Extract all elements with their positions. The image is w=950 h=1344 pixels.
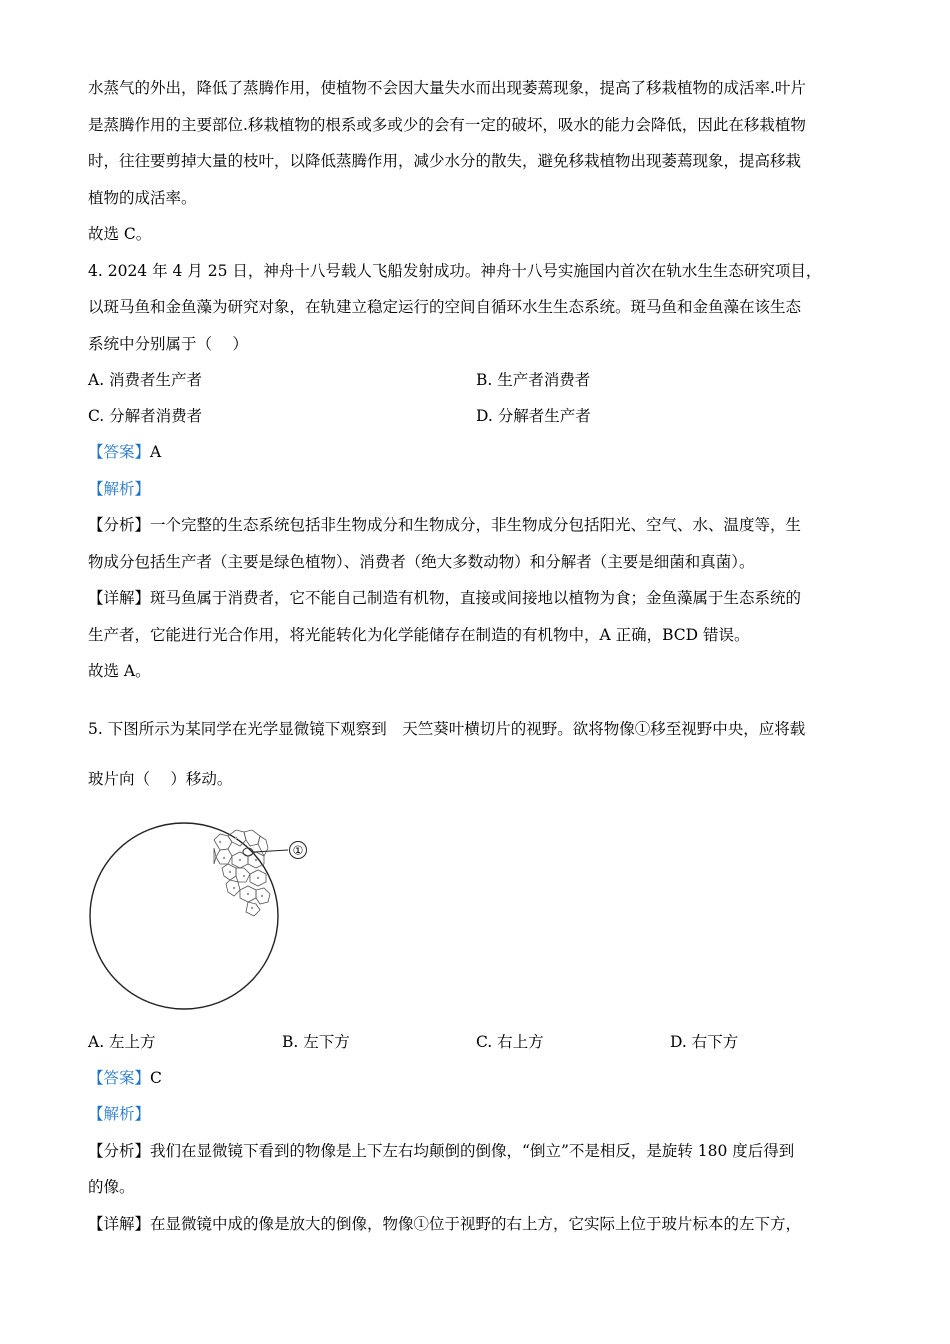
detail-tag: 【详解】 xyxy=(88,1214,151,1233)
question-4-answer xyxy=(88,434,863,471)
question-4-conclusion: 故选 A。 xyxy=(88,662,151,680)
option-a: A. 消费者生产者 xyxy=(88,371,203,389)
option-d: D. 分解者生产者 xyxy=(476,407,591,425)
question-4-fenxi xyxy=(88,507,863,580)
fenxi-tag: 【分析】 xyxy=(88,1141,151,1160)
answer-tag: 【答案】 xyxy=(88,443,151,461)
text-line: 时，往往要剪掉大量的枝叶，以降低蒸腾作用，减少水分的散失，避免移栽植物出现萎蔫现象，提高移栽 xyxy=(88,152,802,170)
figure-label-1: ① xyxy=(292,843,304,857)
question-4-stem xyxy=(88,253,863,363)
option-b: B. 生产者消费者 xyxy=(476,371,591,389)
text-line: 【详解】斑马鱼属于消费者，它不能自己制造有机物，直接或间接地以植物为食；金鱼藻属于生态系统的 xyxy=(88,589,802,607)
option-c: C. 分解者消费者 xyxy=(88,407,203,425)
microscope-field-figure xyxy=(88,812,863,1018)
option-a: A. 左上方 xyxy=(88,1032,156,1051)
question-5-answer xyxy=(88,1060,863,1097)
question-5-fenxi xyxy=(88,1133,863,1206)
question-5-options-row xyxy=(88,1024,863,1060)
field-of-view-circle xyxy=(90,823,278,1009)
question-4-options-row-2 xyxy=(88,398,863,434)
question-5-stem xyxy=(88,704,863,804)
analysis-tag: 【解析】 xyxy=(88,479,151,498)
question-5-analysis-heading xyxy=(88,1096,863,1133)
question-4-detail xyxy=(88,580,863,653)
text-line: 【分析】我们在显微镜下看到的物像是上下左右均颠倒的倒像，“倒立”不是相反，是旋转 180 度后得到 xyxy=(88,1141,795,1160)
text-line: 4. 2024 年 4 月 25 日，神舟十八号载人飞船发射成功。神舟十八号实施国内首次在轨水生生态研究项目， xyxy=(88,261,822,280)
text-line: 物成分包括生产者（主要是绿色植物）、消费者（绝大多数动物）和分解者（主要是细菌和真菌）。 xyxy=(88,552,755,571)
fenxi-tag: 【分析】 xyxy=(88,516,151,534)
text-line: 玻片向（ ）移动。 xyxy=(88,769,233,788)
option-c: C. 右上方 xyxy=(476,1032,544,1051)
answer-value: A xyxy=(150,443,162,461)
text-line: 以斑马鱼和金鱼藻为研究对象，在轨建立稳定运行的空间自循环水生生态系统。斑马鱼和金鱼藻在该生态 xyxy=(88,298,802,316)
answer-value: C xyxy=(150,1068,162,1087)
previous-explanation xyxy=(88,70,863,216)
text-line: 水蒸气的外出，降低了蒸腾作用，使植物不会因大量失水而出现萎蔫现象，提高了移栽植物的成活率.叶片 xyxy=(88,79,806,97)
previous-conclusion: 故选 C。 xyxy=(88,225,152,243)
question-4-options-row-1 xyxy=(88,362,863,398)
microscope-field-svg xyxy=(88,812,388,1018)
text-line: 【分析】一个完整的生态系统包括非生物成分和生物成分，非生物成分包括阳光、空气、水、温度等，生 xyxy=(88,516,802,534)
answer-tag: 【答案】 xyxy=(88,1068,151,1087)
text-line: 植物的成活率。 xyxy=(88,188,197,207)
text-line: 5. 下图所示为某同学在光学显微镜下观察到 天竺葵叶横切片的视野。欲将物像①移至视野中央，应将载 xyxy=(88,719,806,738)
text-line: 系统中分别属于（ ） xyxy=(88,334,248,353)
detail-tag: 【详解】 xyxy=(88,589,151,607)
text-line: 生产者，它能进行光合作用，将光能转化为化学能储存在制造的有机物中，A 正确，BCD 错误。 xyxy=(88,625,750,644)
question-4-analysis-heading xyxy=(88,471,863,508)
text-line: 的像。 xyxy=(88,1178,135,1196)
analysis-tag: 【解析】 xyxy=(88,1105,151,1123)
page-content xyxy=(88,70,863,1242)
option-d: D. 右下方 xyxy=(670,1032,739,1051)
text-line: 是蒸腾作用的主要部位.移栽植物的根系或多或少的会有一定的破坏，吸水的能力会降低，因此在移栽植物 xyxy=(88,115,806,134)
text-line: 【详解】在显微镜中成的像是放大的倒像，物像①位于视野的右上方，它实际上位于玻片标本的左下方， xyxy=(88,1214,802,1233)
pointer-line xyxy=(253,850,288,852)
option-b: B. 左下方 xyxy=(282,1032,350,1051)
question-5-detail xyxy=(88,1206,863,1243)
